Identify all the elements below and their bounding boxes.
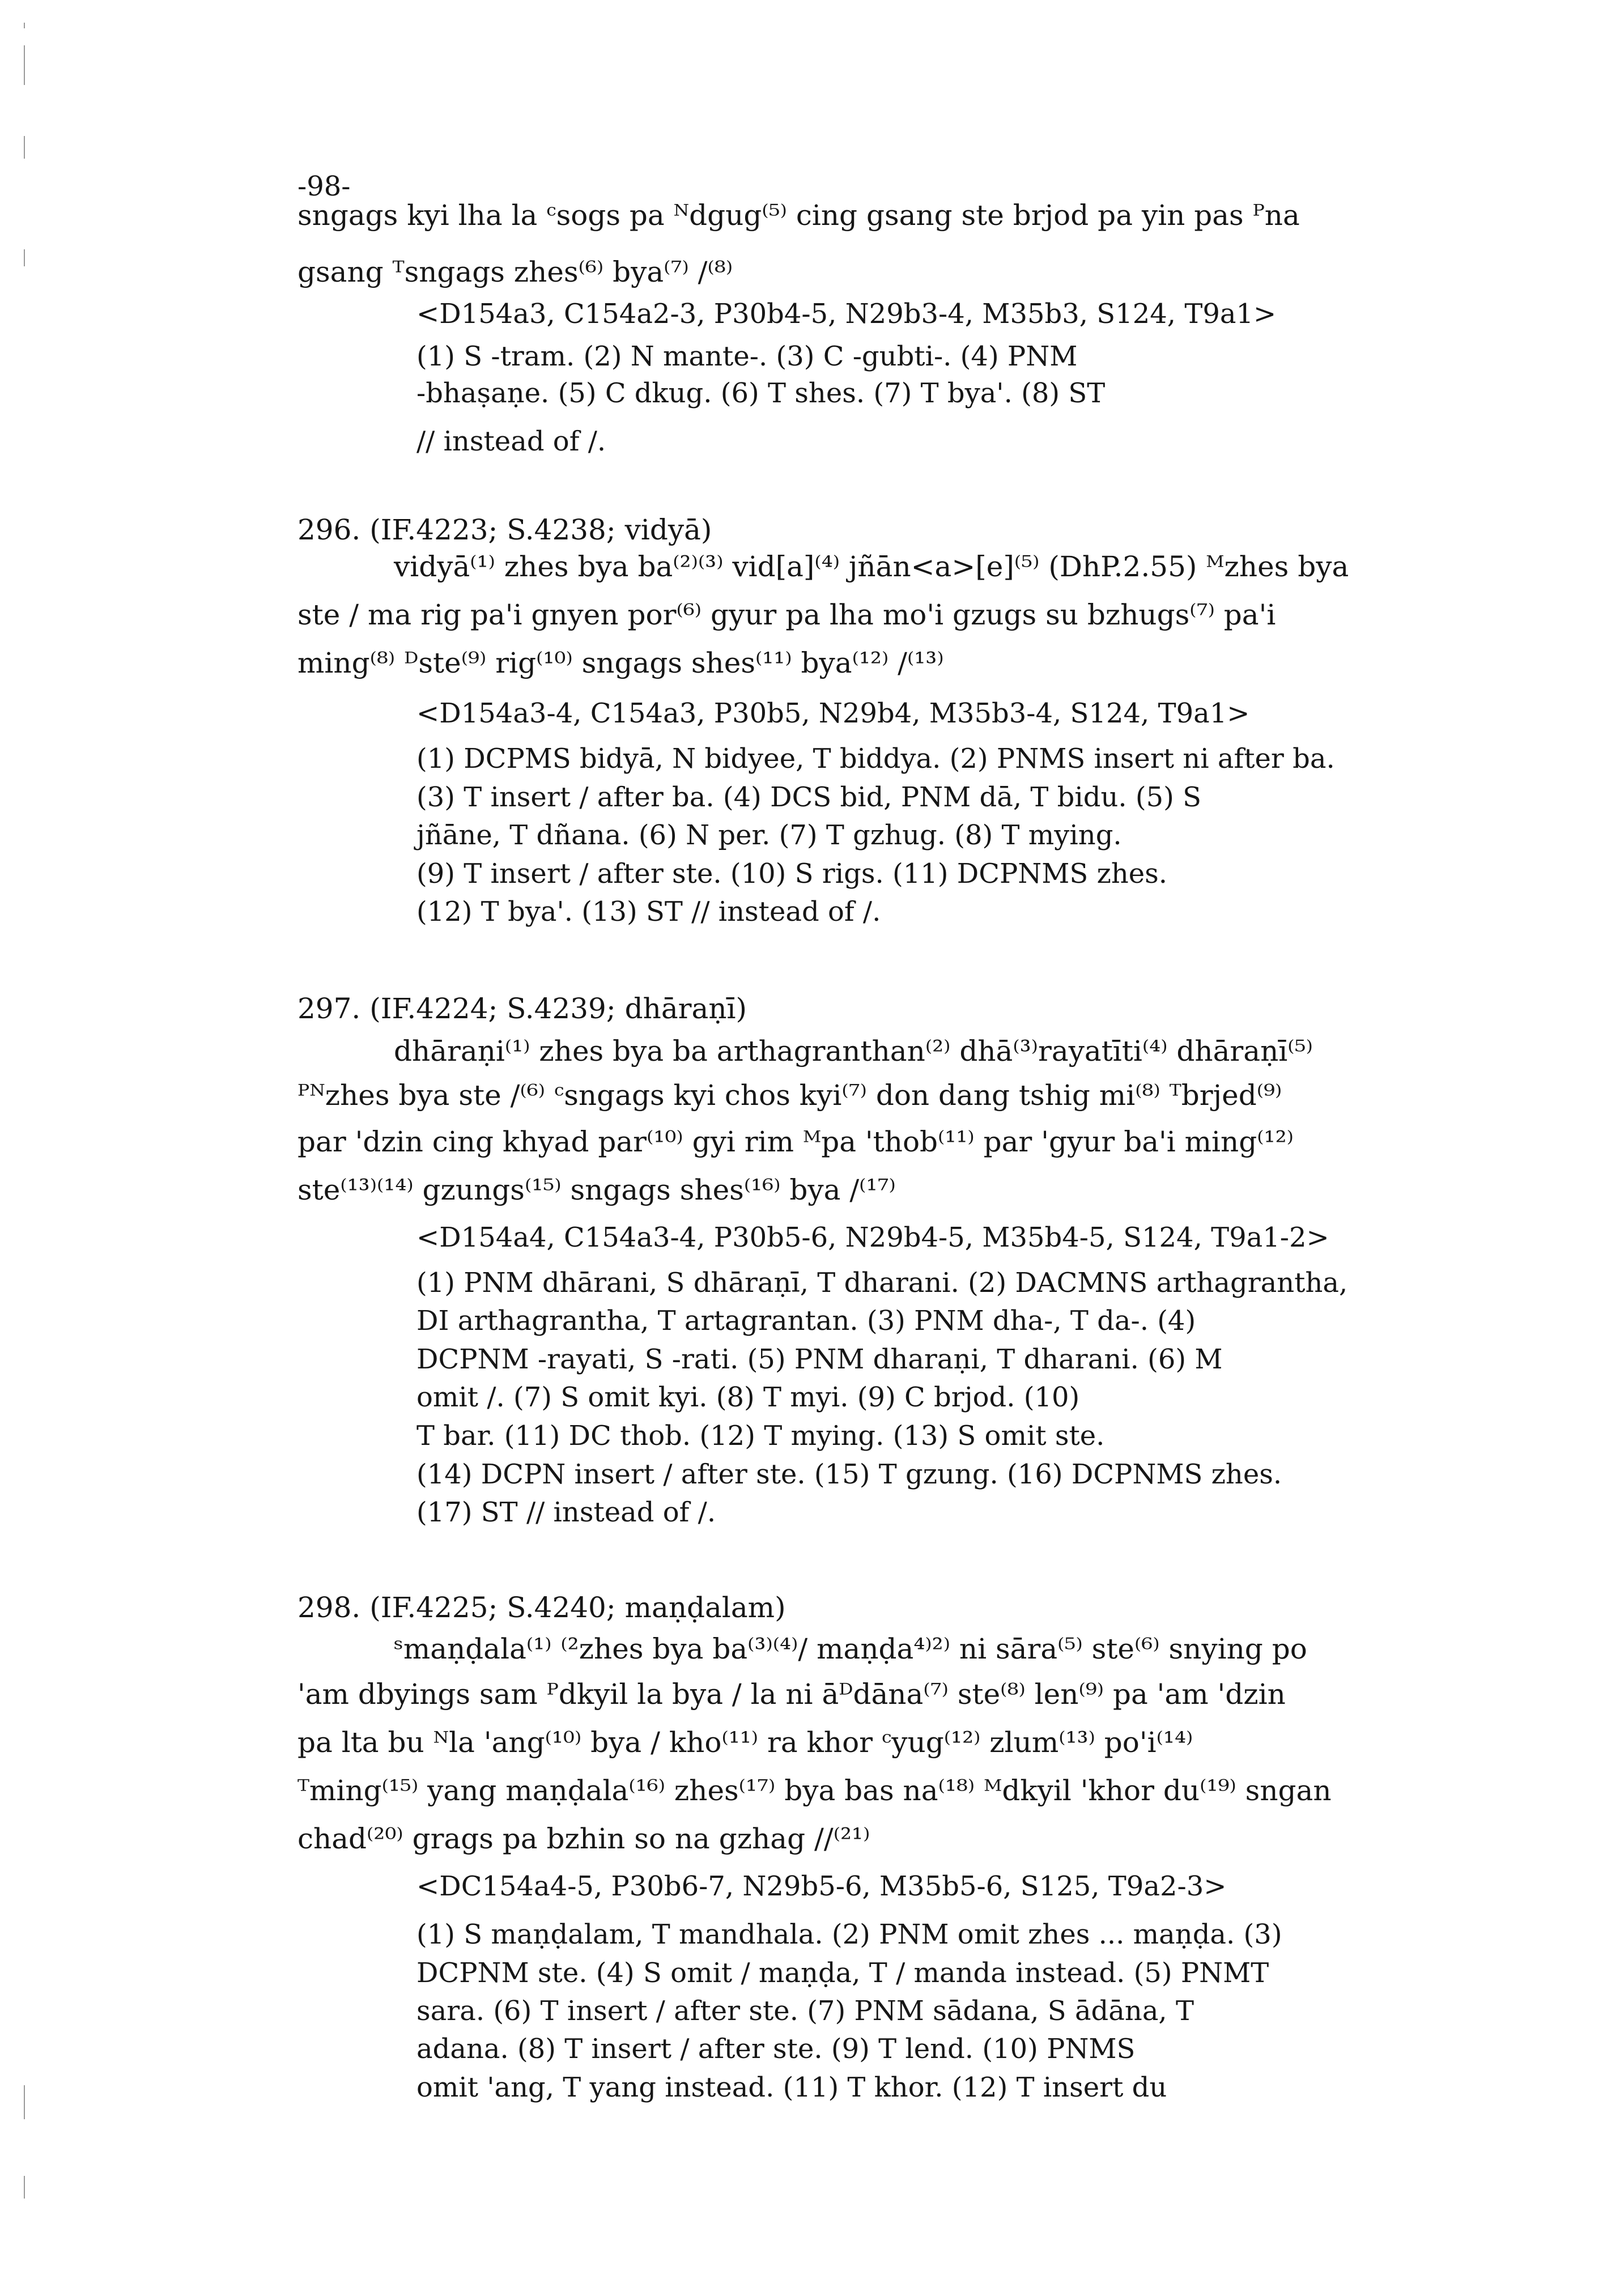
footnote-line: (17) ST // instead of /. bbox=[416, 1496, 716, 1528]
text-line: ste / ma rig pa'i gnyen por⁽⁶⁾ gyur pa lha mo'i gzugs su bzhugs⁽⁷⁾ pa'i bbox=[297, 598, 1276, 631]
text-line: par 'dzin cing khyad par⁽¹⁰⁾ gyi rim ᴹpa 'thob⁽¹¹⁾ par 'gyur ba'i ming⁽¹²⁾ bbox=[297, 1125, 1294, 1158]
text-line: ᴾᴺzhes bya ste /⁽⁶⁾ ᶜsngags kyi chos kyi⁽⁷⁾ don dang tshig mi⁽⁸⁾ ᵀbrjed⁽⁹⁾ bbox=[297, 1079, 1282, 1112]
text-line: pa lta bu ᴺla 'ang⁽¹⁰⁾ bya / kho⁽¹¹⁾ ra khor ᶜyug⁽¹²⁾ zlum⁽¹³⁾ po'i⁽¹⁴⁾ bbox=[297, 1726, 1193, 1759]
footnote-line: (3) T insert / after ba. (4) DCS bid, PNM dā, T bidu. (5) S bbox=[416, 781, 1202, 813]
sigla-line: <D154a4, C154a3-4, P30b5-6, N29b4-5, M35b4-5, S124, T9a1-2> bbox=[416, 1222, 1329, 1253]
footnote-line: (1) S -tram. (2) N mante-. (3) C -gubti-. (4) PNM bbox=[416, 341, 1078, 372]
text-line: ste⁽¹³⁾⁽¹⁴⁾ gzungs⁽¹⁵⁾ sngags shes⁽¹⁶⁾ bya /⁽¹⁷⁾ bbox=[297, 1173, 896, 1206]
footnote-line: DI arthagrantha, T artagrantan. (3) PNM dha-, T da-. (4) bbox=[416, 1305, 1196, 1337]
text-line: ming⁽⁸⁾ ᴰste⁽⁹⁾ rig⁽¹⁰⁾ sngags shes⁽¹¹⁾ bya⁽¹²⁾ /⁽¹³⁾ bbox=[297, 647, 944, 679]
footnote-line: (14) DCPN insert / after ste. (15) T gzung. (16) DCPNMS zhes. bbox=[416, 1459, 1282, 1490]
footnote-line: jñāne, T dñana. (6) N per. (7) T gzhug. (8) T mying. bbox=[416, 819, 1122, 851]
footnote-line: -bhaṣaṇe. (5) C dkug. (6) T shes. (7) T bya'. (8) ST bbox=[416, 377, 1106, 409]
sigla-line: <D154a3-4, C154a3, P30b5, N29b4, M35b3-4, S124, T9a1> bbox=[416, 698, 1250, 729]
footnote-line: (12) T bya'. (13) ST // instead of /. bbox=[416, 896, 881, 928]
entry-heading: 297. (IF.4224; S.4239; dhāraṇī) bbox=[297, 992, 747, 1025]
footnote-line: // instead of /. bbox=[416, 426, 606, 457]
entry-heading: 296. (IF.4223; S.4238; vidyā) bbox=[297, 513, 712, 546]
text-line: 'am dbyings sam ᴾdkyil la bya / la ni āᴰdāna⁽⁷⁾ ste⁽⁸⁾ len⁽⁹⁾ pa 'am 'dzin bbox=[297, 1678, 1286, 1711]
sigla-line: <D154a3, C154a2-3, P30b4-5, N29b3-4, M35b3, S124, T9a1> bbox=[416, 298, 1277, 330]
footnote-line: DCPNM ste. (4) S omit / maṇḍa, T / manda instead. (5) PNMT bbox=[416, 1957, 1269, 1989]
footnote-line: (9) T insert / after ste. (10) S rigs. (11) DCPNMS zhes. bbox=[416, 858, 1168, 890]
page-number: -98- bbox=[297, 171, 351, 202]
footnote-line: (1) PNM dhārani, S dhāraṇī, T dharani. (2) DACMNS arthagrantha, bbox=[416, 1267, 1348, 1299]
text-line: dhāraṇi⁽¹⁾ zhes bya ba arthagranthan⁽²⁾ dhā⁽³⁾rayatīti⁽⁴⁾ dhāraṇī⁽⁵⁾ bbox=[394, 1035, 1313, 1068]
footnote-line: adana. (8) T insert / after ste. (9) T lend. (10) PNMS bbox=[416, 2033, 1136, 2065]
footnote-line: DCPNM -rayati, S -rati. (5) PNM dharaṇi, T dharani. (6) M bbox=[416, 1343, 1223, 1375]
text-line: chad⁽²⁰⁾ grags pa bzhin so na gzhag //⁽²¹⁾ bbox=[297, 1822, 870, 1855]
text-line: sngags kyi lha la ᶜsogs pa ᴺdgug⁽⁵⁾ cing gsang ste brjod pa yin pas ᴾna bbox=[297, 199, 1300, 232]
footnote-line: omit /. (7) S omit kyi. (8) T myi. (9) C brjod. (10) bbox=[416, 1381, 1080, 1413]
text-line: gsang ᵀsngags zhes⁽⁶⁾ bya⁽⁷⁾ /⁽⁸⁾ bbox=[297, 256, 733, 288]
text-line: ᵀming⁽¹⁵⁾ yang maṇḍala⁽¹⁶⁾ zhes⁽¹⁷⁾ bya bas na⁽¹⁸⁾ ᴹdkyil 'khor du⁽¹⁹⁾ sngan bbox=[297, 1774, 1332, 1807]
footnote-line: (1) S maṇḍalam, T mandhala. (2) PNM omit zhes ... maṇḍa. (3) bbox=[416, 1919, 1282, 1950]
footnote-line: T bar. (11) DC thob. (12) T mying. (13) S omit ste. bbox=[416, 1420, 1105, 1452]
text-line: vidyā⁽¹⁾ zhes bya ba⁽²⁾⁽³⁾ vid[a]⁽⁴⁾ jñān<a>[e]⁽⁵⁾ (DhP.2.55) ᴹzhes bya bbox=[394, 550, 1349, 583]
text-line: ˢmaṇḍala⁽¹⁾ ⁽²zhes bya ba⁽³⁾⁽⁴⁾/ maṇḍa⁴⁾²⁾ ni sāra⁽⁵⁾ ste⁽⁶⁾ snying po bbox=[394, 1632, 1307, 1665]
footnote-line: sara. (6) T insert / after ste. (7) PNM sādana, S ādāna, T bbox=[416, 1995, 1194, 2027]
sigla-line: <DC154a4-5, P30b6-7, N29b5-6, M35b5-6, S125, T9a2-3> bbox=[416, 1870, 1227, 1902]
entry-heading: 298. (IF.4225; S.4240; maṇḍalam) bbox=[297, 1591, 786, 1624]
footnote-line: omit 'ang, T yang instead. (11) T khor. (12) T insert du bbox=[416, 2072, 1167, 2103]
footnote-line: (1) DCPMS bidyā, N bidyee, T biddya. (2) PNMS insert ni after ba. bbox=[416, 743, 1335, 775]
